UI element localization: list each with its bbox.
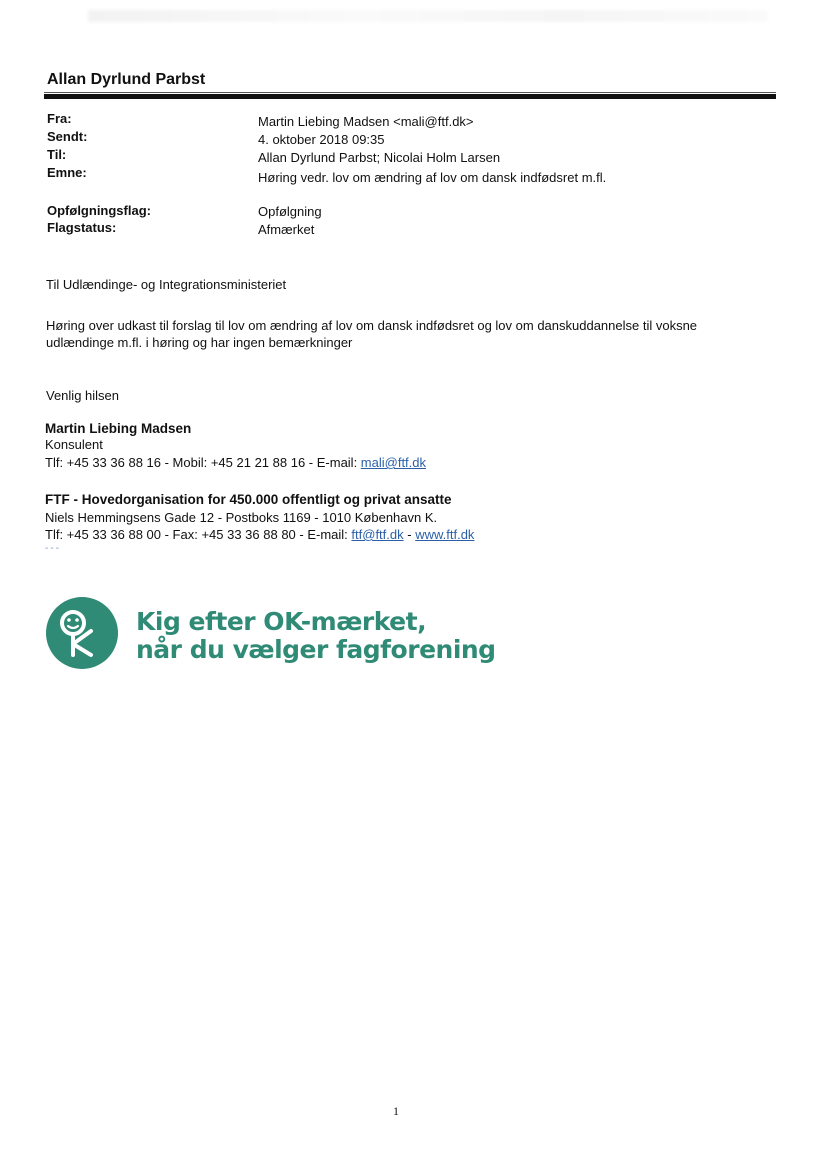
to-value: Allan Dyrlund Parbst; Nicolai Holm Larsen (258, 150, 501, 165)
closing: Venlig hilsen (46, 388, 119, 403)
flag-status-label: Flagstatus: (47, 220, 117, 235)
scan-artifact (88, 10, 768, 22)
signature-separator-dashes: --- (45, 543, 61, 554)
org-phone-text: Tlf: +45 33 36 88 00 - Fax: +45 33 36 88 80 - E-mail: (45, 527, 352, 542)
signature-phone-text: Tlf: +45 33 36 88 16 - Mobil: +45 21 21 88 16 - E-mail: (45, 455, 361, 470)
signature-contact-line (45, 455, 426, 470)
signature-name: Martin Liebing Madsen (45, 421, 192, 436)
from-label: Fra: (47, 111, 72, 126)
body-paragraph-line1: Høring over udkast til forslag til lov om ændring af lov om dansk indfødsret og lov om danskuddannelse til voksne (46, 318, 698, 333)
salutation: Til Udlændinge- og Integrationsministeriet (46, 277, 287, 292)
signature-email-link[interactable]: mali@ftf.dk (360, 455, 427, 470)
org-web-link[interactable]: www.ftf.dk (415, 527, 475, 542)
ok-figure-icon (46, 597, 118, 669)
ok-logo-icon (46, 597, 118, 669)
signature-title: Konsulent (45, 437, 103, 452)
sent-value: 4. oktober 2018 09:35 (258, 132, 385, 147)
to-label: Til: (47, 147, 67, 162)
sent-label: Sendt: (47, 129, 88, 144)
header-divider (44, 94, 776, 99)
org-contact-line (45, 527, 474, 542)
flag-status-value: Afmærket (258, 222, 315, 237)
mailbox-owner-name: Allan Dyrlund Parbst (47, 71, 206, 88)
logo-tagline-line2: når du vælger fagforening (136, 635, 496, 664)
subject-label: Emne: (47, 165, 87, 180)
page-number: 1 (393, 1104, 399, 1118)
followup-flag-label: Opfølgningsflag: (47, 203, 151, 218)
org-address: Niels Hemmingsens Gade 12 - Postboks 1169 - 1010 København K. (45, 510, 438, 525)
subject-value: Høring vedr. lov om ændring af lov om dansk indfødsret m.fl. (258, 170, 607, 185)
header-divider-thin (44, 92, 776, 93)
org-link-separator: - (403, 527, 416, 542)
org-name: FTF - Hovedorganisation for 450.000 offentligt og privat ansatte (45, 492, 452, 507)
logo-tagline-line1: Kig efter OK-mærket, (136, 607, 427, 636)
from-value: Martin Liebing Madsen <mali@ftf.dk> (258, 114, 474, 129)
org-email-link[interactable]: ftf@ftf.dk (351, 527, 404, 542)
followup-flag-value: Opfølgning (258, 204, 322, 219)
body-paragraph-line2: udlændinge m.fl. i høring og har ingen bemærkninger (46, 335, 353, 350)
